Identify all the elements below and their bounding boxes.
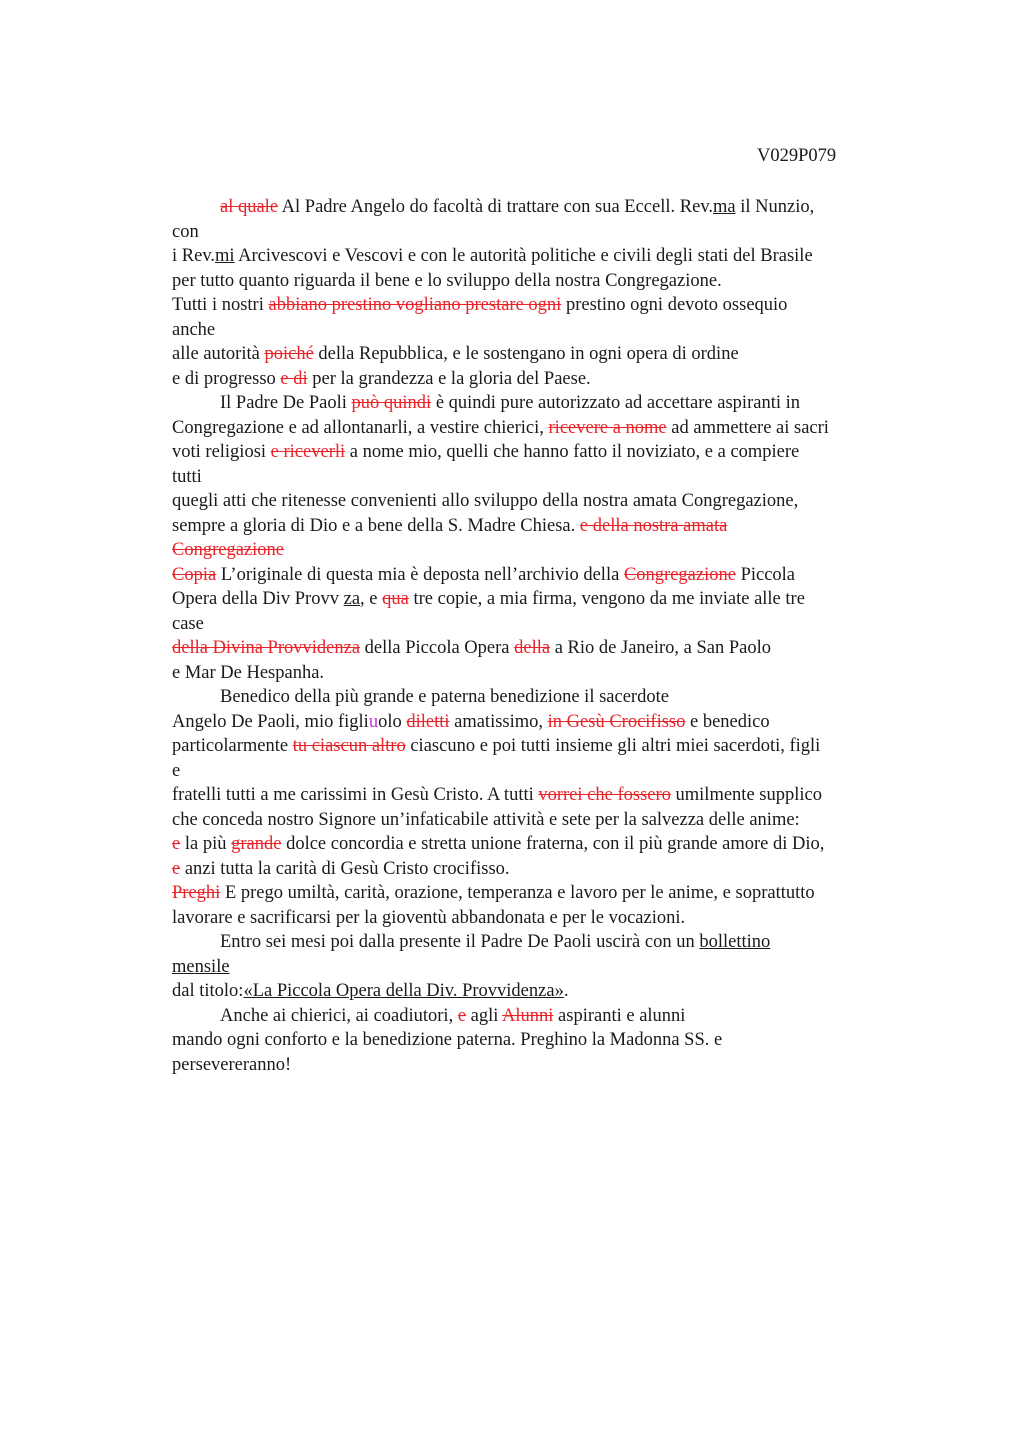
text-segment: .	[563, 981, 569, 1001]
text-segment: mando ogni conforto e la benedizione paterna. Preghino la Madonna SS. e	[172, 1030, 723, 1050]
text-segment: Anche ai chierici, ai coadiutori,	[220, 1005, 458, 1026]
text-segment: Arcivescovi e Vescovi e con le autorità politiche e civili degli stati del Brasile	[234, 246, 813, 266]
text-segment: e di progresso	[172, 368, 281, 389]
underlined-text: bollettino	[699, 932, 771, 952]
text-segment: E prego umiltà, carità, orazione, temperanza e lavoro per le anime, e soprattutto	[220, 883, 815, 903]
text-line	[172, 244, 912, 269]
text-segment: Benedico della più grande e paterna benedizione il sacerdote	[220, 687, 669, 707]
text-line	[172, 440, 912, 465]
text-segment: e Mar De Hespanha.	[172, 662, 325, 683]
text-segment: Piccola	[735, 564, 796, 585]
deleted-text: qua	[382, 589, 409, 609]
deleted-text: e di	[280, 368, 308, 389]
text-line	[172, 367, 912, 392]
text-segment: per tutto quanto riguarda il bene e lo sviluppo della nostra Congregazione.	[172, 270, 722, 291]
text-segment: la più	[180, 834, 232, 854]
text-line	[172, 857, 912, 882]
text-segment: è quindi pure autorizzato ad accettare aspiranti in	[431, 393, 800, 413]
deleted-text: abbiano prestino vogliano prestare ogni	[268, 295, 562, 315]
text-segment: i Rev.	[172, 246, 215, 266]
text-segment: prestino ogni devoto ossequio	[561, 295, 788, 315]
text-segment: Angelo De Paoli, mio figli	[172, 711, 369, 732]
text-segment: e	[172, 760, 181, 781]
text-segment: a nome mio, quelli che hanno fatto il noviziato, e a compiere	[345, 442, 800, 462]
text-segment: il Nunzio,	[735, 197, 815, 217]
text-segment: sempre a gloria di Dio e a bene della S. Madre Chiesa.	[172, 515, 580, 536]
text-segment: L’originale di questa mia è deposta nell’archivio della	[216, 564, 624, 585]
text-segment: particolarmente	[172, 736, 293, 756]
text-line	[172, 318, 912, 343]
text-segment: alle autorità	[172, 344, 265, 364]
text-line	[172, 1053, 912, 1078]
text-segment: Congregazione e ad allontanarli, a vestire chierici,	[172, 417, 549, 438]
text-line	[172, 930, 912, 955]
text-segment: , e	[360, 589, 383, 609]
deleted-text: e	[172, 834, 181, 854]
text-line	[172, 563, 912, 588]
deleted-text: vorrei che fossero	[538, 785, 671, 805]
text-line	[172, 612, 912, 637]
text-segment: fratelli tutti a me carissimi in Gesù Cristo. A tutti	[172, 785, 539, 805]
text-segment: Il Padre De Paoli	[220, 393, 352, 413]
deleted-text: della Divina Provvidenza	[172, 638, 361, 658]
text-line	[172, 636, 912, 661]
text-line	[172, 587, 912, 612]
deleted-text: diletti	[406, 711, 450, 732]
text-segment: Tutti i nostri	[172, 295, 269, 315]
deleted-text: e della nostra amata	[579, 515, 728, 536]
text-line	[172, 906, 912, 931]
deleted-text: Copia	[172, 564, 217, 585]
deleted-text: Congregazione	[623, 564, 736, 585]
text-line	[172, 661, 912, 686]
text-line	[172, 979, 912, 1004]
deleted-text: Preghi	[172, 883, 221, 903]
text-segment: persevereranno!	[172, 1054, 292, 1075]
text-segment: olo	[378, 711, 407, 732]
text-segment: agli	[466, 1005, 503, 1026]
deleted-text: della	[514, 638, 551, 658]
text-segment: case	[172, 613, 204, 634]
text-line	[172, 269, 912, 294]
text-segment: voti religiosi	[172, 442, 271, 462]
text-line	[172, 1028, 912, 1053]
text-segment: aspiranti e alunni	[553, 1005, 686, 1026]
text-line	[172, 759, 912, 784]
text-segment: Entro sei mesi poi dalla presente il Padre De Paoli uscirà con un	[220, 932, 700, 952]
text-line	[172, 881, 912, 906]
text-segment: della Repubblica, e le sostengano in ogni opera di ordine	[313, 344, 739, 364]
text-line	[172, 734, 912, 759]
text-line	[172, 416, 912, 441]
text-line	[172, 195, 912, 220]
text-segment: ciascuno e poi tutti insieme gli altri miei sacerdoti, figli	[405, 736, 821, 756]
text-segment: umilmente supplico	[670, 785, 822, 805]
underlined-text: «La Piccola Opera della Div. Provvidenza»	[243, 981, 564, 1001]
text-segment: a Rio de Janeiro, a San Paolo	[550, 638, 772, 658]
text-line	[172, 832, 912, 857]
text-line	[172, 538, 912, 563]
text-segment: e benedico	[685, 711, 770, 732]
underlined-text: mensile	[172, 956, 230, 977]
text-segment: per la grandezza e la gloria del Paese.	[307, 368, 591, 389]
deleted-text: poiché	[264, 344, 314, 364]
deleted-text: tu ciascun altro	[292, 736, 406, 756]
deleted-text: al quale	[220, 197, 279, 217]
deleted-text: e	[457, 1005, 467, 1026]
text-segment: con	[172, 221, 199, 242]
text-segment: anzi tutta la carità di Gesù Cristo crocifisso.	[180, 858, 510, 879]
page-identifier: V029P079	[757, 146, 837, 166]
text-line	[172, 783, 912, 808]
text-line	[172, 293, 912, 318]
inserted-text: u	[368, 711, 379, 732]
text-line	[172, 685, 912, 710]
text-segment: Opera della Div Provv	[172, 589, 344, 609]
text-segment: tre copie, a mia firma, vengono da me inviate alle tre	[408, 589, 805, 609]
underlined-text: mi	[215, 246, 235, 266]
text-line	[172, 220, 912, 245]
text-line	[172, 955, 912, 980]
deleted-text: grande	[231, 834, 282, 854]
text-line	[172, 465, 912, 490]
text-segment: quegli atti che ritenesse convenienti allo sviluppo della nostra amata Congregazione,	[172, 491, 799, 511]
deleted-text: e	[172, 858, 181, 879]
text-segment: dal titolo:	[172, 981, 244, 1001]
text-segment: amatissimo,	[449, 711, 548, 732]
deleted-text: in Gesù Crocifisso	[547, 711, 686, 732]
deleted-text: ricevere a nome	[548, 417, 667, 438]
text-segment: anche	[172, 319, 216, 340]
letter-body	[172, 195, 912, 1077]
text-line	[172, 391, 912, 416]
text-line	[172, 514, 912, 539]
deleted-text: Congregazione	[172, 540, 284, 560]
text-segment: lavorare e sacrificarsi per la gioventù abbandonata e per le vocazioni.	[172, 907, 686, 928]
text-line	[172, 808, 912, 833]
text-segment: dolce concordia e stretta unione fraterna, con il più grande amore di Dio,	[281, 834, 825, 854]
underlined-text: za	[343, 589, 361, 609]
deleted-text: Alunni	[502, 1005, 554, 1026]
text-segment: della Piccola Opera	[360, 638, 515, 658]
text-line	[172, 1004, 912, 1029]
deleted-text: può quindi	[351, 393, 432, 413]
text-line	[172, 710, 912, 735]
text-segment: che conceda nostro Signore un’infaticabile attività e sete per la salvezza delle anime:	[172, 809, 800, 830]
text-segment: Al Padre Angelo do facoltà di trattare con sua Eccell. Rev.	[278, 197, 713, 217]
text-segment: tutti	[172, 466, 202, 487]
text-line	[172, 342, 912, 367]
text-segment: ad ammettere ai sacri	[666, 417, 829, 438]
underlined-text: ma	[713, 197, 736, 217]
text-line	[172, 489, 912, 514]
deleted-text: e riceverli	[270, 442, 346, 462]
